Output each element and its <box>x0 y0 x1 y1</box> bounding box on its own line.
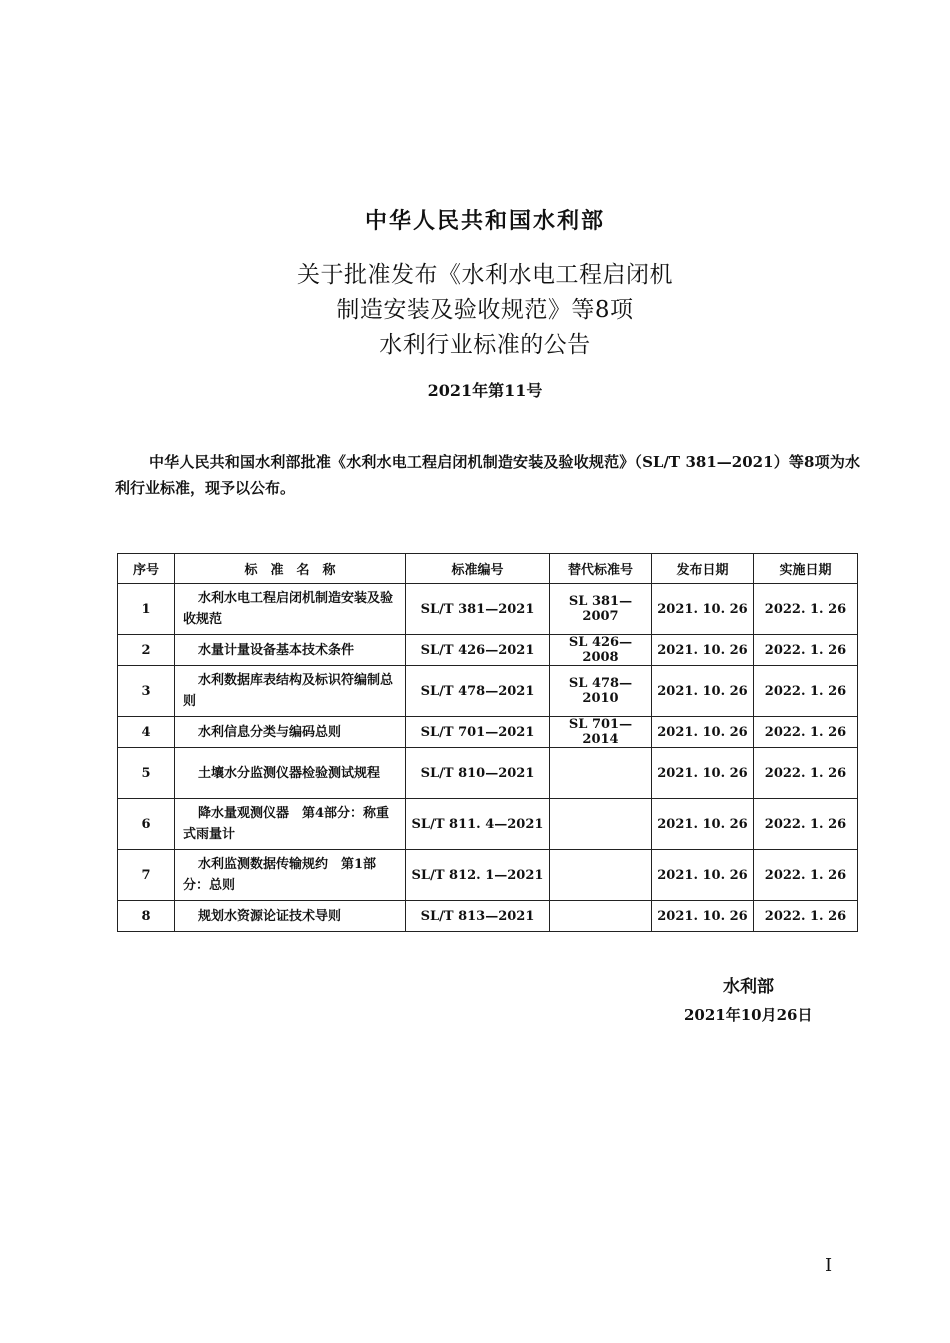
cell-effective: 2022. 1. 26 <box>754 717 858 748</box>
title-line-3: 水利行业标准的公告 <box>379 332 591 358</box>
cell-published: 2021. 10. 26 <box>652 635 754 666</box>
table-row <box>118 717 858 748</box>
table-row <box>118 748 858 799</box>
cell-published: 2021. 10. 26 <box>652 901 754 932</box>
cell-name: 水利信息分类与编码总则 <box>175 717 406 748</box>
cell-effective: 2022. 1. 26 <box>754 799 858 850</box>
cell-name: 土壤水分监测仪器检验测试规程 <box>175 748 406 799</box>
cell-replaces <box>550 850 652 901</box>
announcement-paragraph: 中华人民共和国水利部批准《水利水电工程启闭机制造安装及验收规范》（SL/T 381—2021）等8项为水利行业标准，现予以公布。 <box>115 453 860 497</box>
header-no: 序号 <box>118 554 175 584</box>
cell-name: 水量计量设备基本技术条件 <box>175 635 406 666</box>
table-row <box>118 635 858 666</box>
cell-replaces: SL 381—2007 <box>550 584 652 635</box>
cell-published: 2021. 10. 26 <box>652 666 754 717</box>
cell-code: SL/T 813—2021 <box>406 901 550 932</box>
cell-effective: 2022. 1. 26 <box>754 635 858 666</box>
table-row <box>118 666 858 717</box>
cell-code: SL/T 811. 4—2021 <box>406 799 550 850</box>
cell-no: 4 <box>118 717 175 748</box>
cell-code: SL/T 478—2021 <box>406 666 550 717</box>
title-line-1: 关于批准发布《水利水电工程启闭机 <box>297 262 673 288</box>
header-published: 发布日期 <box>652 554 754 584</box>
cell-replaces: SL 701—2014 <box>550 717 652 748</box>
cell-published: 2021. 10. 26 <box>652 799 754 850</box>
cell-published: 2021. 10. 26 <box>652 850 754 901</box>
cell-name: 降水量观测仪器 第4部分：称重式雨量计 <box>175 799 406 850</box>
header-name: 标 准 名 称 <box>175 554 406 584</box>
cell-replaces: SL 478—2010 <box>550 666 652 717</box>
table-row <box>118 901 858 932</box>
table-row <box>118 584 858 635</box>
cell-no: 1 <box>118 584 175 635</box>
cell-effective: 2022. 1. 26 <box>754 901 858 932</box>
cell-name: 水利水电工程启闭机制造安装及验收规范 <box>175 584 406 635</box>
cell-code: SL/T 381—2021 <box>406 584 550 635</box>
cell-no: 6 <box>118 799 175 850</box>
cell-replaces: SL 426—2008 <box>550 635 652 666</box>
cell-no: 3 <box>118 666 175 717</box>
cell-published: 2021. 10. 26 <box>652 584 754 635</box>
page-number: I <box>825 1255 833 1276</box>
issue-date: 2021年10月26日 <box>684 1006 813 1024</box>
table-row <box>118 799 858 850</box>
issuer-signature: 水利部 <box>723 977 774 997</box>
cell-replaces <box>550 748 652 799</box>
cell-effective: 2022. 1. 26 <box>754 666 858 717</box>
ministry-name: 中华人民共和国水利部 <box>364 208 605 234</box>
cell-no: 2 <box>118 635 175 666</box>
document-number: 2021年第11号 <box>427 381 543 400</box>
cell-published: 2021. 10. 26 <box>652 717 754 748</box>
cell-name: 规划水资源论证技术导则 <box>175 901 406 932</box>
cell-code: SL/T 426—2021 <box>406 635 550 666</box>
cell-replaces <box>550 901 652 932</box>
cell-no: 5 <box>118 748 175 799</box>
cell-name: 水利监测数据传输规约 第1部分：总则 <box>175 850 406 901</box>
cell-code: SL/T 810—2021 <box>406 748 550 799</box>
cell-no: 7 <box>118 850 175 901</box>
standards-table <box>117 553 858 932</box>
cell-published: 2021. 10. 26 <box>652 748 754 799</box>
header-effective: 实施日期 <box>754 554 858 584</box>
cell-effective: 2022. 1. 26 <box>754 748 858 799</box>
cell-effective: 2022. 1. 26 <box>754 584 858 635</box>
cell-code: SL/T 701—2021 <box>406 717 550 748</box>
header-replaces: 替代标准号 <box>550 554 652 584</box>
cell-code: SL/T 812. 1—2021 <box>406 850 550 901</box>
table-row <box>118 850 858 901</box>
title-line-2: 制造安装及验收规范》等8项 <box>336 297 634 323</box>
cell-replaces <box>550 799 652 850</box>
table-header-row <box>118 554 858 584</box>
cell-effective: 2022. 1. 26 <box>754 850 858 901</box>
cell-no: 8 <box>118 901 175 932</box>
header-code: 标准编号 <box>406 554 550 584</box>
cell-name: 水利数据库表结构及标识符编制总则 <box>175 666 406 717</box>
